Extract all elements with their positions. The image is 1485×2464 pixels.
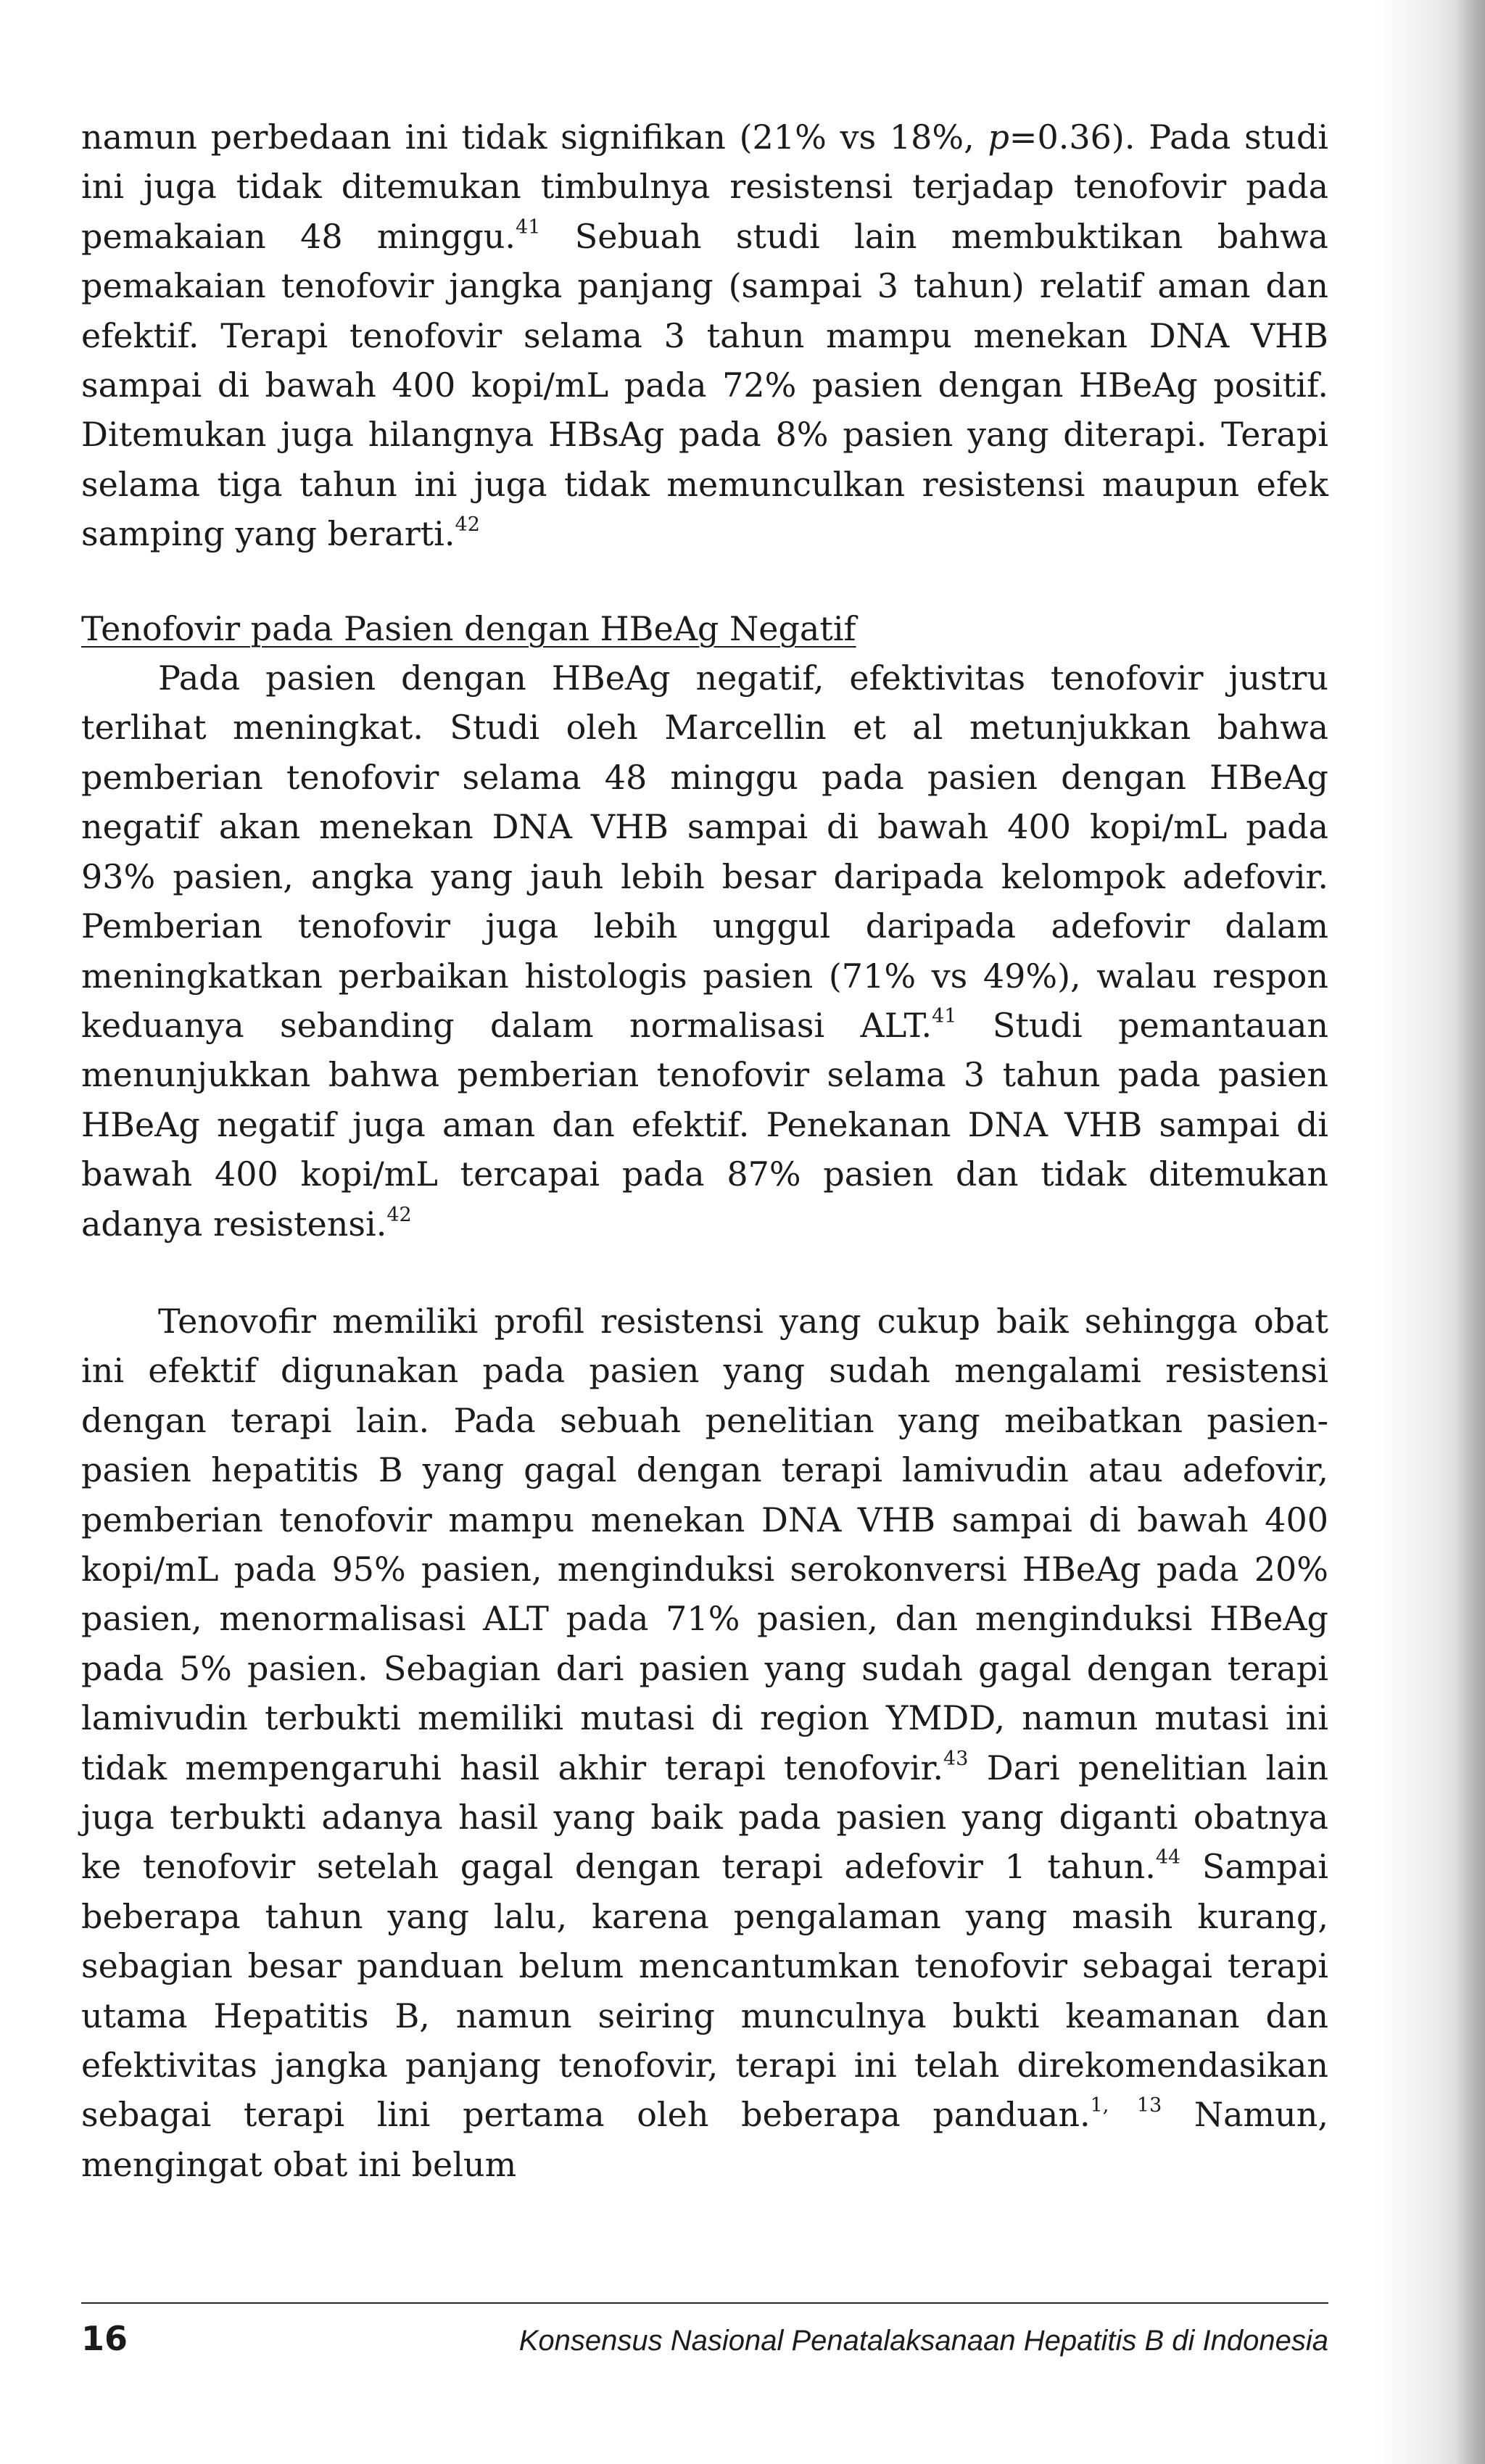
p-value-symbol: p <box>988 117 1009 157</box>
reference-43: 43 <box>943 1747 969 1770</box>
paragraph-3 <box>81 1297 1328 2189</box>
paragraph-3-text-b: Dari penelitian lain juga terbukti adanya hasil yang baik pada pasien yang diganti obatnya ke tenofovir setelah gagal dengan terapi adefovir 1 tahun. <box>81 1748 1328 1887</box>
running-footer-title: Konsensus Nasional Penatalaksanaan Hepatitis B di Indonesia <box>518 2325 1328 2357</box>
reference-44: 44 <box>1155 1846 1181 1869</box>
reference-1-13: 1, 13 <box>1090 2094 1162 2117</box>
paragraph-3-text-a: Tenovofir memiliki profil resistensi yang cukup baik sehingga obat ini efektif digunakan pada pasien yang sudah mengalami resistensi dengan terapi lain. Pada sebuah penelitian yang meibatkan pasien-pasien hepatitis B yang gagal dengan terapi lamivudin atau adefovir, pemberian tenofovir mampu menekan DNA VHB sampai di bawah 400 kopi/mL pada 95% pasien, menginduksi serokonversi HBeAg pada 20% pasien, menormalisasi ALT pada 71% pasien, dan menginduksi HBeAg pada 5% pasien. Sebagian dari pasien yang sudah gagal dengan terapi lamivudin terbukti memiliki mutasi di region YMDD, namun mutasi ini tidak mempengaruhi hasil akhir terapi tenofovir. <box>81 1301 1328 1787</box>
paragraph-2-text-a: Pada pasien dengan HBeAg negatif, efektivitas tenofovir justru terlihat meningkat. Studi oleh Marcellin et al metunjukkan bahwa pemberian tenofovir selama 48 minggu pada pasien dengan HBeAg negatif akan menekan DNA VHB sampai di bawah 400 kopi/mL pada 93% pasien, angka yang jauh lebih besar daripada kelompok adefovir. Pemberian tenofovir juga lebih unggul daripada adefovir dalam meningkatkan perbaikan histologis pasien (71% vs 49%), walau respon keduanya sebanding dalam normalisasi ALT. <box>81 658 1328 1045</box>
paragraph-1-text-c: Sebuah studi lain membuktikan bahwa pemakaian tenofovir jangka panjang (sampai 3 tahun) relatif aman dan efektif. Terapi tenofovir selama 3 tahun mampu menekan DNA VHB sampai di bawah 400 kopi/mL pada 72% pasien dengan HBeAg positif. Ditemukan juga hilangnya HBsAg pada 8% pasien yang diterapi. Terapi selama tiga tahun ini juga tidak memunculkan resistensi maupun efek samping yang berarti. <box>81 216 1328 554</box>
paragraph-2-text-b: Studi pemantauan menunjukkan bahwa pemberian tenofovir selama 3 tahun pada pasien HBeAg negatif juga aman dan efektif. Penekanan DNA VHB sampai di bawah 400 kopi/mL tercapai pada 87% pasien dan tidak ditemukan adanya resistensi. <box>81 1005 1328 1244</box>
reference-42: 42 <box>455 513 480 536</box>
reference-41: 41 <box>932 1004 957 1028</box>
paragraph-3-text-d: Namun, mengingat obat ini belum <box>81 2095 1329 2184</box>
page-edge-shadow <box>1376 0 1485 2464</box>
footer-divider <box>81 2302 1328 2304</box>
paragraph-1-text-a: namun perbedaan ini tidak signifikan (21% vs 18%, <box>81 117 988 157</box>
section-heading: Tenofovir pada Pasien dengan HBeAg Negatif <box>81 608 856 648</box>
page-number: 16 <box>81 2319 128 2358</box>
paragraph-2 <box>81 653 1328 1249</box>
reference-42: 42 <box>386 1203 412 1226</box>
reference-41: 41 <box>516 215 541 239</box>
paragraph-1-text-b: =0.36). Pada studi ini juga tidak ditemukan timbulnya resistensi terjadap tenofovir pada pemakaian 48 minggu. <box>81 117 1328 256</box>
paragraph-3-text-c: Sampai beberapa tahun yang lalu, karena pengalaman yang masih kurang, sebagian besar panduan belum mencantumkan tenofovir sebagai terapi utama Hepatitis B, namun seiring munculnya bukti keamanan dan efektivitas jangka panjang tenofovir, terapi ini telah direkomendasikan sebagai terapi lini pertama oleh beberapa panduan. <box>81 1847 1329 2135</box>
paragraph-1 <box>81 112 1328 559</box>
body-text <box>81 112 1328 2189</box>
